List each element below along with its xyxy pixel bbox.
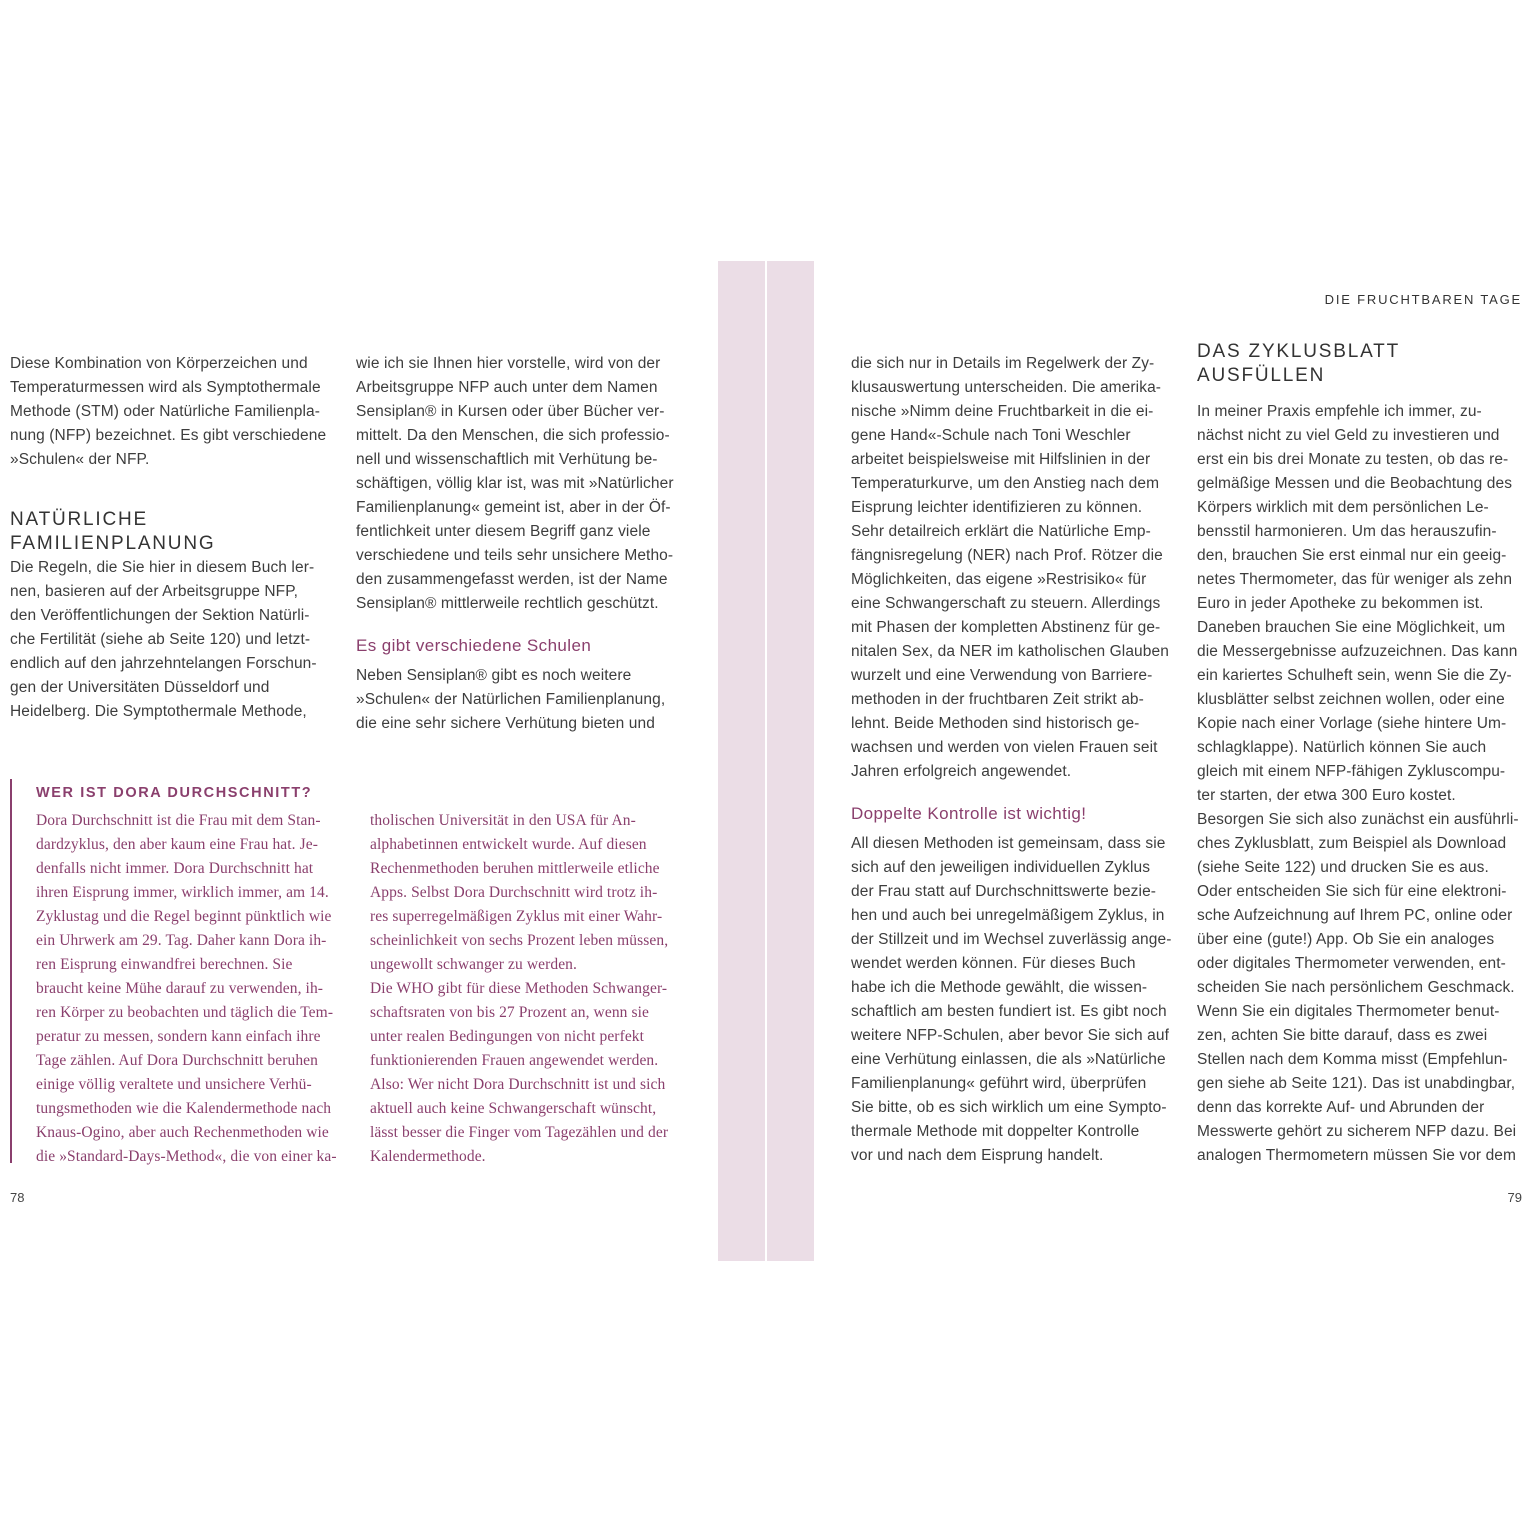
text-line: Tage zählen. Auf Dora Durchschnitt beruhen xyxy=(36,1052,319,1069)
text-line: Kopie nach einer Vorlage (siehe hintere Um- xyxy=(1197,715,1507,732)
text-line: Arbeitsgruppe NFP auch unter dem Namen xyxy=(356,379,658,396)
text-line: den zusammengefasst werden, ist der Name xyxy=(356,571,668,588)
text-line: gen der Universitäten Düsseldorf und xyxy=(10,679,270,696)
text-line: endlich auf den jahrzehntelangen Forschun- xyxy=(10,655,317,672)
text-line: Die WHO gibt für diese Methoden Schwanger- xyxy=(370,980,668,997)
paragraph-sensiplan xyxy=(356,352,701,616)
text-line: DAS ZYKLUSBLATT xyxy=(1197,341,1400,362)
text-line: eine Verhütung einlassen, die als »Natürliche xyxy=(851,1051,1166,1068)
text-line: che Fertilität (siehe ab Seite 120) und letzt- xyxy=(10,631,311,648)
text-line: Temperaturmessen wird als Symptothermale xyxy=(10,379,321,396)
text-line: Möglichkeiten, das eigene »Restrisiko« für xyxy=(851,571,1147,588)
text-line: In meiner Praxis empfehle ich immer, zu- xyxy=(1197,403,1482,420)
text-line: eine Schwangerschaft zu steuern. Allerdings xyxy=(851,595,1161,612)
paragraph-praxis xyxy=(1197,400,1522,1168)
text-line: lässt besser die Finger vom Tagezählen und der xyxy=(370,1124,669,1141)
subheading-doppelte-kontrolle: Doppelte Kontrolle ist wichtig! xyxy=(851,804,1087,823)
text-line: FAMILIENPLANUNG xyxy=(10,533,216,554)
text-line: die sich nur in Details im Regelwerk der Zy- xyxy=(851,355,1155,372)
text-line: klusauswertung unterscheiden. Die amerika- xyxy=(851,379,1162,396)
text-line: nitalen Sex, da NER im katholischen Glauben xyxy=(851,643,1169,660)
text-line: ungewollt schwanger zu werden. xyxy=(370,956,578,973)
text-line: ein kariertes Schulheft sein, wenn Sie die Zy- xyxy=(1197,667,1512,684)
text-line: schäftigen, völlig klar ist, was mit »Natürlicher xyxy=(356,475,674,492)
text-line: All diesen Methoden ist gemeinsam, dass sie xyxy=(851,835,1166,852)
text-line: braucht keine Mühe darauf zu verwenden, ih- xyxy=(36,980,324,997)
text-line: schlagklappe). Natürlich können Sie auch xyxy=(1197,739,1487,756)
text-line: ches Zyklusblatt, zum Beispiel als Download xyxy=(1197,835,1507,852)
text-line: Kalendermethode. xyxy=(370,1148,486,1165)
text-line: Familienplanung« gemeint ist, aber in der Öf- xyxy=(356,499,671,516)
text-line: verschiedene und teils sehr unsichere Metho- xyxy=(356,547,674,564)
text-line: peratur zu messen, sondern kann einfach ihre xyxy=(36,1028,321,1045)
text-line: den, brauchen Sie erst einmal nur ein geeig- xyxy=(1197,547,1507,564)
text-line: Also: Wer nicht Dora Durchschnitt ist und sich xyxy=(370,1076,666,1093)
text-line: thermale Methode mit doppelter Kontrolle xyxy=(851,1123,1140,1140)
text-line: arbeitet beispielsweise mit Hilfslinien in der xyxy=(851,451,1151,468)
text-line: Rechenmethoden beruhen mittlerweile etliche xyxy=(370,860,660,877)
text-line: Messwerte gehört zu sicherem NFP dazu. Bei xyxy=(1197,1123,1517,1140)
text-line: klusblätter selbst zeichnen wollen, oder eine xyxy=(1197,691,1505,708)
text-line: Knaus-Ogino, aber auch Rechenmethoden wie xyxy=(36,1124,329,1141)
text-line: Heidelberg. Die Symptothermale Methode, xyxy=(10,703,307,720)
text-line: die Messergebnisse aufzuzeichnen. Das kann xyxy=(1197,643,1518,660)
text-line: Apps. Selbst Dora Durchschnitt wird trotz ih- xyxy=(370,884,658,901)
text-line: AUSFÜLLEN xyxy=(1197,365,1326,386)
text-line: Die Regeln, die Sie hier in diesem Buch ler- xyxy=(10,559,315,576)
text-line: Oder entscheiden Sie sich für eine elektroni- xyxy=(1197,883,1507,900)
text-line: nell und wissenschaftlich mit Verhütung be- xyxy=(356,451,658,468)
text-line: Sie bitte, ob es sich wirklich um eine Sympto- xyxy=(851,1099,1167,1116)
text-line: Sensiplan® mittlerweile rechtlich geschützt. xyxy=(356,595,659,612)
text-line: Sensiplan® in Kursen oder über Bücher ver- xyxy=(356,403,665,420)
text-line: habe ich die Methode gewählt, die wissen- xyxy=(851,979,1148,996)
paragraph-methoden-gemeinsam xyxy=(851,832,1186,1168)
text-line: denfalls nicht immer. Dora Durchschnitt hat xyxy=(36,860,314,877)
text-line: nächst nicht zu viel Geld zu investieren und xyxy=(1197,427,1500,444)
text-line: Temperaturkurve, um den Anstieg nach dem xyxy=(851,475,1160,492)
text-line: tholischen Universität in den USA für An- xyxy=(370,812,636,829)
text-line: den Veröffentlichungen der Sektion Natürli- xyxy=(10,607,310,624)
text-line: scheiden Sie nach persönlichem Geschmack. xyxy=(1197,979,1515,996)
left-page-column-2 xyxy=(356,352,701,736)
text-line: nische »Nimm deine Fruchtbarkeit in die ei- xyxy=(851,403,1154,420)
text-line: Neben Sensiplan® gibt es noch weitere xyxy=(356,667,632,684)
text-line: res superregelmäßigen Zyklus mit einer Wahr- xyxy=(370,908,663,925)
text-line: bensstil harmonieren. Um das herauszufin- xyxy=(1197,523,1497,540)
text-line: die »Standard-Days-Method«, die von einer ka- xyxy=(36,1148,337,1165)
text-line: denn das korrekte Auf- und Abrunden der xyxy=(1197,1099,1485,1116)
text-line: dardzyklus, den aber kaum eine Frau hat. Je- xyxy=(36,836,319,853)
text-line: »Schulen« der NFP. xyxy=(10,451,150,468)
box-title: WER IST DORA DURCHSCHNITT? xyxy=(36,785,313,801)
text-line: schaftsraten von bis 27 Prozent an, wenn sie xyxy=(370,1004,650,1021)
right-page-column-1 xyxy=(851,352,1186,1168)
text-line: Stellen nach dem Komma misst (Empfehlun- xyxy=(1197,1051,1508,1068)
text-line: scheinlichkeit von sechs Prozent leben müssen, xyxy=(370,932,669,949)
text-line: mit Phasen der kompletten Abstinenz für ge- xyxy=(851,619,1161,636)
text-line: weitere NFP-Schulen, aber bevor Sie sich auf xyxy=(851,1027,1169,1044)
text-line: gene Hand«-Schule nach Toni Weschler xyxy=(851,427,1131,444)
text-line: ren Körper zu beobachten und täglich die Tem- xyxy=(36,1004,334,1021)
paragraph-regeln xyxy=(10,556,340,724)
text-line: wurzelt und eine Verwendung von Barriere- xyxy=(851,667,1153,684)
box-column-2 xyxy=(370,809,700,1169)
text-line: nung (NFP) bezeichnet. Es gibt verschiedene xyxy=(10,427,327,444)
text-line: Sehr detailreich erklärt die Natürliche Emp- xyxy=(851,523,1151,540)
box-paragraph-1 xyxy=(36,809,356,1169)
text-line: funktionierenden Frauen angewendet werden. xyxy=(370,1052,659,1069)
text-line: Methode (STM) oder Natürliche Familienpla- xyxy=(10,403,321,420)
right-page-column-2 xyxy=(1197,340,1522,1168)
text-line: fentlichkeit unter diesem Begriff ganz viele xyxy=(356,523,651,540)
text-line: (siehe Seite 122) und drucken Sie es aus. xyxy=(1197,859,1489,876)
text-line: wie ich sie Ihnen hier vorstelle, wird von der xyxy=(356,355,661,372)
heading-zyklusblatt xyxy=(1197,340,1522,388)
text-line: Diese Kombination von Körperzeichen und xyxy=(10,355,308,372)
text-line: oder digitales Thermometer verwenden, ent- xyxy=(1197,955,1506,972)
text-line: tungsmethoden wie die Kalendermethode nach xyxy=(36,1100,332,1117)
text-line: sich auf den jeweiligen individuellen Zyklus xyxy=(851,859,1151,876)
text-line: nen, basieren auf der Arbeitsgruppe NFP, xyxy=(10,583,299,600)
page-number-right: 79 xyxy=(1507,1190,1522,1205)
paragraph-neben-sensiplan xyxy=(356,664,701,736)
text-line: ein Uhrwerk am 29. Tag. Daher kann Dora ih- xyxy=(36,932,327,949)
text-line: Euro in jeder Apotheke zu bekommen ist. xyxy=(1197,595,1484,612)
text-line: ter starten, der etwa 300 Euro kostet. xyxy=(1197,787,1456,804)
text-line: alphabetinnen entwickelt wurde. Auf diesen xyxy=(370,836,647,853)
text-line: Zyklustag und die Regel beginnt pünktlich wie xyxy=(36,908,332,925)
text-line: der Frau statt auf Durchschnittswerte bezie- xyxy=(851,883,1157,900)
text-line: sche Aufzeichnung auf Ihrem PC, online oder xyxy=(1197,907,1513,924)
left-page-column-1 xyxy=(10,352,340,724)
text-line: NATÜRLICHE xyxy=(10,509,148,530)
text-line: zen, achten Sie bitte darauf, dass es zwei xyxy=(1197,1027,1488,1044)
text-line: wachsen und werden von vielen Frauen seit xyxy=(851,739,1158,756)
text-line: methoden in der fruchtbaren Zeit strikt ab- xyxy=(851,691,1144,708)
text-line: Besorgen Sie sich also zunächst ein ausführli- xyxy=(1197,811,1519,828)
box-accent-rule xyxy=(10,779,12,1163)
text-line: gleich mit einem NFP-fähigen Zykluscompu- xyxy=(1197,763,1506,780)
text-line: über eine (gute!) App. Ob Sie ein analoges xyxy=(1197,931,1495,948)
text-line: die eine sehr sichere Verhütung bieten und xyxy=(356,715,655,732)
text-line: unter realen Bedingungen von nicht perfekt xyxy=(370,1028,645,1045)
box-column-1 xyxy=(36,809,356,1169)
text-line: »Schulen« der Natürlichen Familienplanung, xyxy=(356,691,666,708)
text-line: schaftlich am besten fundiert ist. Es gibt noch xyxy=(851,1003,1167,1020)
subheading-schulen: Es gibt verschiedene Schulen xyxy=(356,636,592,655)
text-line: einige völlig veraltete und unsichere Verhü- xyxy=(36,1076,312,1093)
text-line: wendet werden können. Für dieses Buch xyxy=(851,955,1136,972)
text-line: Körpers wirklich mit dem persönlichen Le- xyxy=(1197,499,1489,516)
text-line: der Stillzeit und im Wechsel zuverlässig ange- xyxy=(851,931,1172,948)
text-line: hen und auch bei unregelmäßigem Zyklus, in xyxy=(851,907,1165,924)
running-head: DIE FRUCHTBAREN TAGE xyxy=(1324,292,1522,307)
paragraph-intro xyxy=(10,352,340,472)
text-line: vor und nach dem Eisprung handelt. xyxy=(851,1147,1104,1164)
text-line: analogen Thermometern müssen Sie vor dem xyxy=(1197,1147,1517,1164)
text-line: Familienplanung« geführt wird, überprüfen xyxy=(851,1075,1147,1092)
box-paragraph-2 xyxy=(370,809,700,1169)
text-line: Wenn Sie ein digitales Thermometer benut- xyxy=(1197,1003,1500,1020)
text-line: ihren Eisprung immer, wirklich immer, am 14. xyxy=(36,884,329,901)
text-line: mittelt. Da den Menschen, die sich professio- xyxy=(356,427,670,444)
text-line: gelmäßige Messen und die Beobachtung des xyxy=(1197,475,1513,492)
text-line: aktuell auch keine Schwangerschaft wünscht, xyxy=(370,1100,657,1117)
text-line: erst ein bis drei Monate zu testen, ob das re- xyxy=(1197,451,1509,468)
text-line: ren Eisprung einwandfrei berechnen. Sie xyxy=(36,956,293,973)
text-line: Dora Durchschnitt ist die Frau mit dem Stan- xyxy=(36,812,321,829)
gutter-fold-line xyxy=(765,261,767,1261)
text-line: netes Thermometer, das für weniger als zehn xyxy=(1197,571,1513,588)
text-line: gen siehe ab Seite 121). Das ist unabdingbar, xyxy=(1197,1075,1516,1092)
text-line: Daneben brauchen Sie eine Möglichkeit, um xyxy=(1197,619,1506,636)
heading-natuerliche-familienplanung xyxy=(10,508,340,556)
text-line: Eisprung leichter identifizieren zu können. xyxy=(851,499,1143,516)
text-line: Jahren erfolgreich angewendet. xyxy=(851,763,1072,780)
text-line: fängnisregelung (NER) nach Prof. Rötzer die xyxy=(851,547,1163,564)
paragraph-schulen-details xyxy=(851,352,1186,784)
text-line: lehnt. Beide Methoden sind historisch ge- xyxy=(851,715,1140,732)
page-number-left: 78 xyxy=(10,1190,25,1205)
